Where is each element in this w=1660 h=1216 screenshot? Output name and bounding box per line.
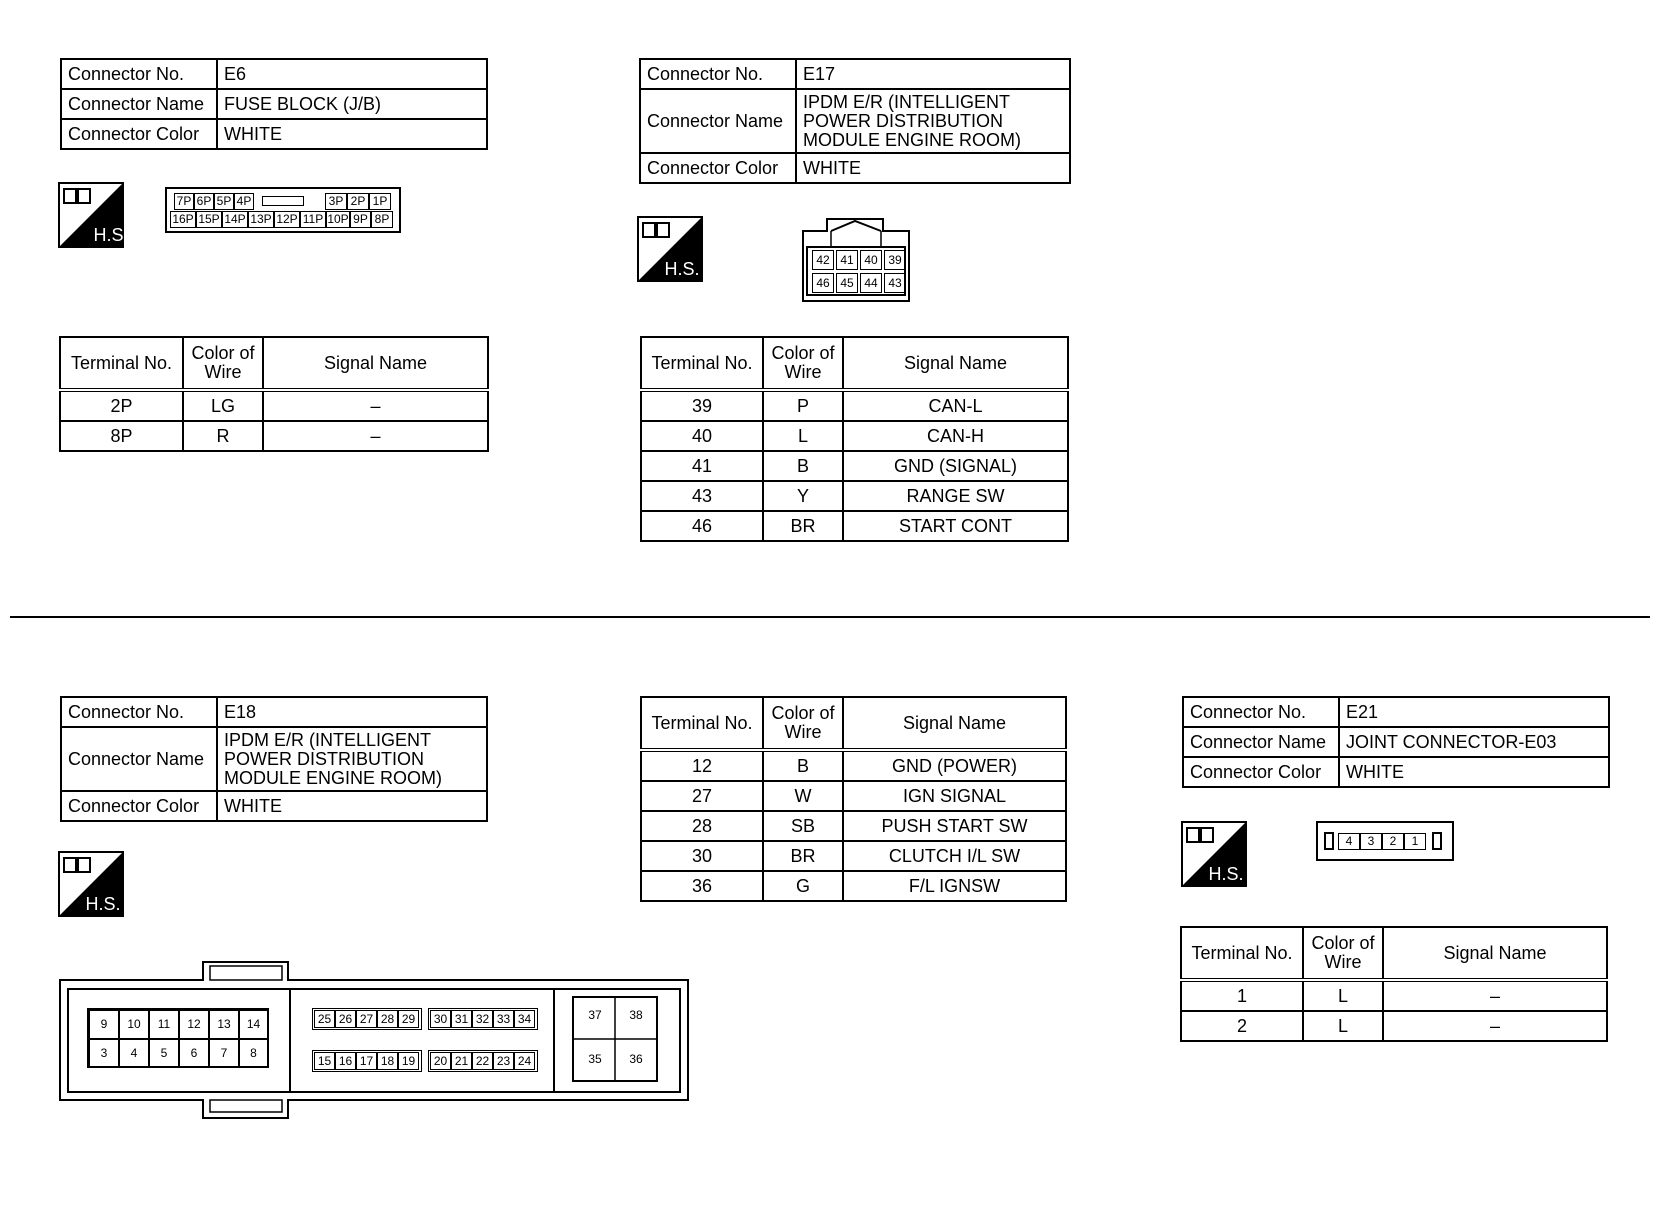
connector-name-value: JOINT CONNECTOR-E03 bbox=[1339, 727, 1609, 757]
pin-11: 11 bbox=[149, 1010, 179, 1039]
hs-label: H.S. bbox=[85, 894, 121, 914]
e18-connector-info bbox=[60, 696, 488, 822]
connector-name-line: POWER DISTRIBUTION bbox=[803, 110, 1004, 131]
pin-10: 10 bbox=[119, 1010, 149, 1039]
signal-name: – bbox=[263, 390, 488, 421]
pin-5: 5 bbox=[149, 1039, 179, 1068]
header-signal-name: Signal Name bbox=[1383, 927, 1607, 980]
wire-color: BR bbox=[763, 511, 843, 541]
hs-label: H.S. bbox=[664, 259, 700, 279]
terminal-no: 43 bbox=[641, 481, 763, 511]
connector-no-value: E6 bbox=[217, 59, 487, 89]
wire-color: LG bbox=[183, 390, 263, 421]
table-row bbox=[641, 421, 1068, 451]
pin-6: 6 bbox=[179, 1039, 209, 1068]
table-row bbox=[1181, 980, 1607, 1011]
connector-no-label: Connector No. bbox=[640, 59, 796, 89]
connector-no-value: E21 bbox=[1339, 697, 1609, 727]
wire-color: BR bbox=[763, 841, 843, 871]
hs-icon bbox=[59, 183, 129, 247]
terminal-no: 46 bbox=[641, 511, 763, 541]
connector-name-line: IPDM E/R (INTELLIGENT bbox=[803, 91, 1011, 112]
signal-name: CLUTCH I/L SW bbox=[843, 841, 1066, 871]
terminal-no: 8P bbox=[60, 421, 183, 451]
table-row bbox=[641, 781, 1066, 811]
pin-18: 18 bbox=[377, 1052, 398, 1070]
pin-3: 3 bbox=[89, 1039, 119, 1068]
header-color-of-wire: Color of Wire bbox=[183, 337, 263, 390]
pin-20: 20 bbox=[430, 1052, 451, 1070]
pin-23: 23 bbox=[493, 1052, 514, 1070]
connector-name-value bbox=[217, 727, 487, 791]
pin-46: 46 bbox=[812, 273, 834, 293]
pin-15p: 15P bbox=[196, 211, 222, 228]
pin-4: 4 bbox=[1338, 833, 1360, 850]
header-terminal-no: Terminal No. bbox=[60, 337, 183, 390]
pin-16: 16 bbox=[335, 1052, 356, 1070]
pin-43: 43 bbox=[884, 273, 906, 293]
table-row bbox=[60, 390, 488, 421]
connector-no-label: Connector No. bbox=[1183, 697, 1339, 727]
pin-15: 15 bbox=[314, 1052, 335, 1070]
hs-icon bbox=[59, 852, 123, 916]
connector-name-value: FUSE BLOCK (J/B) bbox=[217, 89, 487, 119]
pin-28: 28 bbox=[377, 1010, 398, 1028]
pin-5p: 5P bbox=[214, 193, 234, 210]
e17-connector-info bbox=[639, 58, 1071, 184]
pin-25: 25 bbox=[314, 1010, 335, 1028]
e6-terminal-table bbox=[59, 336, 489, 452]
table-row bbox=[641, 871, 1066, 901]
pin-26: 26 bbox=[335, 1010, 356, 1028]
table-row bbox=[641, 811, 1066, 841]
table-row bbox=[641, 841, 1066, 871]
wire-color: W bbox=[763, 781, 843, 811]
pin-30: 30 bbox=[430, 1010, 451, 1028]
pin-40: 40 bbox=[860, 250, 882, 270]
pin-8: 8 bbox=[239, 1039, 268, 1068]
connector-color-value: WHITE bbox=[1339, 757, 1609, 787]
pin-14p: 14P bbox=[222, 211, 248, 228]
terminal-no: 27 bbox=[641, 781, 763, 811]
terminal-no: 12 bbox=[641, 750, 763, 781]
signal-name: F/L IGNSW bbox=[843, 871, 1066, 901]
pin-13p: 13P bbox=[248, 211, 274, 228]
connector-color-label: Connector Color bbox=[640, 153, 796, 183]
header-color-of-wire: Color of Wire bbox=[763, 337, 843, 390]
header-signal-name: Signal Name bbox=[263, 337, 488, 390]
table-row bbox=[641, 511, 1068, 541]
e6-connector-face bbox=[165, 187, 401, 233]
pin-9: 9 bbox=[89, 1010, 119, 1039]
signal-name: RANGE SW bbox=[843, 481, 1068, 511]
latch-left bbox=[1324, 832, 1334, 850]
wire-color: P bbox=[763, 390, 843, 421]
connector-name-label: Connector Name bbox=[1183, 727, 1339, 757]
connector-name-line: MODULE ENGINE ROOM) bbox=[224, 767, 443, 788]
signal-name: CAN-L bbox=[843, 390, 1068, 421]
hs-icon bbox=[638, 217, 702, 281]
connector-name-label: Connector Name bbox=[640, 89, 796, 153]
wire-color: B bbox=[763, 750, 843, 781]
pin-3p: 3P bbox=[325, 193, 347, 210]
signal-name: CAN-H bbox=[843, 421, 1068, 451]
connector-color-value: WHITE bbox=[217, 119, 487, 149]
table-row bbox=[641, 451, 1068, 481]
wire-color: L bbox=[1303, 980, 1383, 1011]
pin-9p: 9P bbox=[350, 211, 371, 228]
wire-color: SB bbox=[763, 811, 843, 841]
table-row bbox=[641, 390, 1068, 421]
terminal-no: 41 bbox=[641, 451, 763, 481]
pin-6p: 6P bbox=[194, 193, 214, 210]
header-terminal-no: Terminal No. bbox=[641, 337, 763, 390]
pin-16p: 16P bbox=[170, 211, 196, 228]
header-signal-name: Signal Name bbox=[843, 337, 1068, 390]
pin-45: 45 bbox=[836, 273, 858, 293]
header-terminal-no: Terminal No. bbox=[1181, 927, 1303, 980]
pin-33: 33 bbox=[493, 1010, 514, 1028]
pin-24: 24 bbox=[514, 1052, 535, 1070]
header-signal-name: Signal Name bbox=[843, 697, 1066, 750]
pin-35: 35 bbox=[588, 1052, 602, 1066]
pin-3: 3 bbox=[1360, 833, 1382, 850]
terminal-no: 1 bbox=[1181, 980, 1303, 1011]
e6-connector-info bbox=[60, 58, 488, 150]
pin-19: 19 bbox=[398, 1052, 419, 1070]
pin-44: 44 bbox=[860, 273, 882, 293]
signal-name: START CONT bbox=[843, 511, 1068, 541]
signal-name: – bbox=[263, 421, 488, 451]
pin-4p: 4P bbox=[234, 193, 254, 210]
hs-icon bbox=[1182, 822, 1246, 886]
pin-38: 38 bbox=[629, 1008, 643, 1022]
pin-36: 36 bbox=[629, 1052, 643, 1066]
wire-color: L bbox=[1303, 1011, 1383, 1041]
signal-name: PUSH START SW bbox=[843, 811, 1066, 841]
signal-name: GND (POWER) bbox=[843, 750, 1066, 781]
pin-29: 29 bbox=[398, 1010, 419, 1028]
wire-color: R bbox=[183, 421, 263, 451]
header-terminal-no: Terminal No. bbox=[641, 697, 763, 750]
pin-39: 39 bbox=[884, 250, 906, 270]
signal-name: IGN SIGNAL bbox=[843, 781, 1066, 811]
pin-31: 31 bbox=[451, 1010, 472, 1028]
terminal-no: 36 bbox=[641, 871, 763, 901]
connector-color-label: Connector Color bbox=[61, 119, 217, 149]
signal-name: – bbox=[1383, 1011, 1607, 1041]
pin-12: 12 bbox=[179, 1010, 209, 1039]
connector-no-value: E18 bbox=[217, 697, 487, 727]
pin-17: 17 bbox=[356, 1052, 377, 1070]
connector-name-line: IPDM E/R (INTELLIGENT bbox=[224, 729, 432, 750]
e21-connector-face bbox=[1316, 821, 1454, 861]
pin-27: 27 bbox=[356, 1010, 377, 1028]
signal-name: GND (SIGNAL) bbox=[843, 451, 1068, 481]
header-color-of-wire: Color of Wire bbox=[763, 697, 843, 750]
pin-14: 14 bbox=[239, 1010, 268, 1039]
terminal-no: 39 bbox=[641, 390, 763, 421]
pin-32: 32 bbox=[472, 1010, 493, 1028]
wire-color: Y bbox=[763, 481, 843, 511]
pin-34: 34 bbox=[514, 1010, 535, 1028]
pin-42: 42 bbox=[812, 250, 834, 270]
pin-10p: 10P bbox=[327, 212, 349, 226]
pin-11p: 11P bbox=[300, 211, 326, 228]
connector-no-label: Connector No. bbox=[61, 697, 217, 727]
connector-color-label: Connector Color bbox=[61, 791, 217, 821]
connector-name-label: Connector Name bbox=[61, 727, 217, 791]
connector-name-line: POWER DISTRIBUTION bbox=[224, 748, 425, 769]
pin-12p: 12P bbox=[274, 211, 300, 228]
pin-37: 37 bbox=[588, 1008, 602, 1022]
pin-2: 2 bbox=[1382, 833, 1404, 850]
pin-1p: 1P bbox=[369, 193, 391, 210]
pin-2p: 2P bbox=[347, 193, 369, 210]
signal-name: – bbox=[1383, 980, 1607, 1011]
connector-no-value: E17 bbox=[796, 59, 1070, 89]
connector-no-label: Connector No. bbox=[61, 59, 217, 89]
table-row bbox=[641, 481, 1068, 511]
terminal-no: 2 bbox=[1181, 1011, 1303, 1041]
wire-color: L bbox=[763, 421, 843, 451]
e17-terminal-table bbox=[640, 336, 1069, 542]
connector-name-label: Connector Name bbox=[61, 89, 217, 119]
section-divider bbox=[10, 616, 1650, 618]
pin-4: 4 bbox=[119, 1039, 149, 1068]
terminal-no: 40 bbox=[641, 421, 763, 451]
wire-color: B bbox=[763, 451, 843, 481]
connector-name-line: MODULE ENGINE ROOM) bbox=[803, 129, 1022, 150]
pin-41: 41 bbox=[836, 250, 858, 270]
connector-name-value bbox=[796, 89, 1070, 153]
terminal-no: 2P bbox=[60, 390, 183, 421]
pin-22: 22 bbox=[472, 1052, 493, 1070]
connector-color-value: WHITE bbox=[217, 791, 487, 821]
table-row bbox=[641, 750, 1066, 781]
hs-label: H.S. bbox=[93, 225, 129, 245]
e21-connector-info bbox=[1182, 696, 1610, 788]
hs-label: H.S. bbox=[1208, 864, 1244, 884]
pin-7p: 7P bbox=[174, 193, 194, 210]
table-row bbox=[1181, 1011, 1607, 1041]
pin-1: 1 bbox=[1404, 833, 1426, 850]
pin-13: 13 bbox=[209, 1010, 239, 1039]
header-color-of-wire: Color of Wire bbox=[1303, 927, 1383, 980]
table-row bbox=[60, 421, 488, 451]
connector-color-label: Connector Color bbox=[1183, 757, 1339, 787]
pin-7: 7 bbox=[209, 1039, 239, 1068]
e21-terminal-table bbox=[1180, 926, 1608, 1042]
latch-right bbox=[1432, 832, 1442, 850]
key-slot bbox=[262, 196, 304, 206]
terminal-no: 28 bbox=[641, 811, 763, 841]
terminal-no: 30 bbox=[641, 841, 763, 871]
e18-terminal-table bbox=[640, 696, 1067, 902]
pin-8p: 8P bbox=[371, 211, 393, 228]
pin-21: 21 bbox=[451, 1052, 472, 1070]
wire-color: G bbox=[763, 871, 843, 901]
connector-color-value: WHITE bbox=[796, 153, 1070, 183]
